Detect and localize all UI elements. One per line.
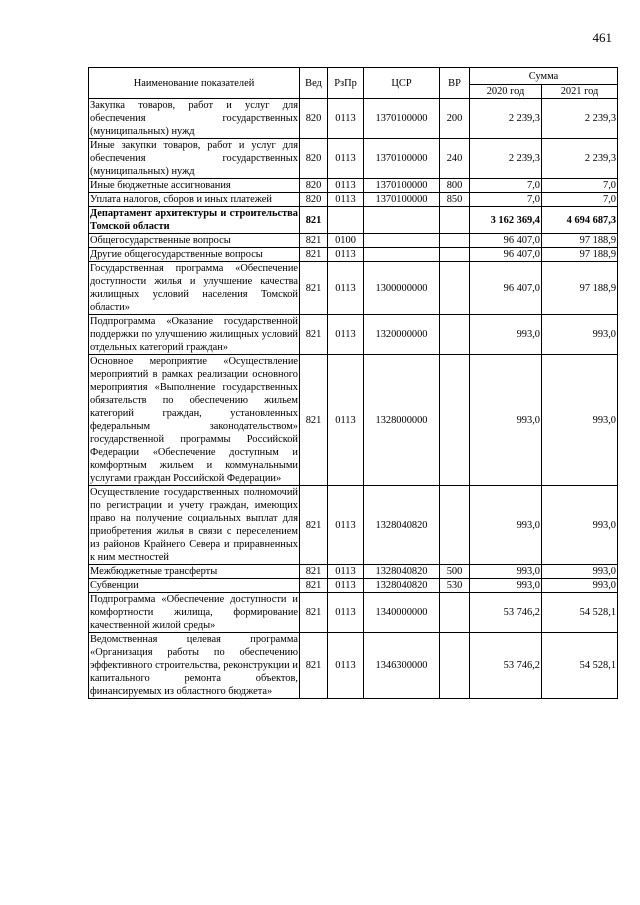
cell-vr	[440, 262, 470, 315]
cell-rzpr: 0113	[328, 99, 364, 139]
cell-ved: 821	[300, 315, 328, 355]
header-2021: 2021 год	[542, 85, 618, 99]
cell-csr: 1346300000	[364, 633, 440, 699]
cell-ved: 821	[300, 633, 328, 699]
cell-csr: 1370100000	[364, 99, 440, 139]
cell-name: Осуществление государственных полномочий по регистрации и учету граждан, имеющих право на получение социальных выплат для приобретения жилья в связи с переселением из районов Крайнего Севера и приравненных к ним местностей	[90, 487, 298, 563]
cell-vr	[440, 248, 470, 262]
table-row	[89, 139, 618, 179]
table-row	[89, 179, 618, 193]
table-body	[89, 99, 618, 699]
cell-2021: 7,0	[542, 193, 618, 207]
cell-2021: 97 188,9	[542, 248, 618, 262]
cell-2021: 97 188,9	[542, 234, 618, 248]
cell-2020: 993,0	[470, 486, 542, 565]
cell-2021: 2 239,3	[542, 139, 618, 179]
cell-ved: 821	[300, 355, 328, 486]
cell-2021: 54 528,1	[542, 593, 618, 633]
table-row	[89, 315, 618, 355]
table-row	[89, 579, 618, 593]
cell-csr: 1328000000	[364, 355, 440, 486]
cell-2021: 993,0	[542, 355, 618, 486]
cell-rzpr: 0113	[328, 579, 364, 593]
header-csr: ЦСР	[364, 68, 440, 99]
cell-2020: 53 746,2	[470, 633, 542, 699]
cell-2020: 7,0	[470, 179, 542, 193]
cell-ved: 820	[300, 139, 328, 179]
cell-2020: 3 162 369,4	[470, 207, 542, 234]
cell-rzpr: 0113	[328, 633, 364, 699]
cell-ved: 821	[300, 234, 328, 248]
cell-name: Подпрограмма «Оказание государственной поддержки по улучшению жилищных условий отдельных категорий граждан»	[90, 316, 298, 353]
header-rzpr: РзПр	[328, 68, 364, 99]
cell-name: Департамент архитектуры и строительства Томской области	[90, 208, 298, 232]
cell-2021: 993,0	[542, 486, 618, 565]
cell-2021: 7,0	[542, 179, 618, 193]
cell-vr	[440, 486, 470, 565]
cell-csr: 1328040820	[364, 565, 440, 579]
cell-vr	[440, 234, 470, 248]
cell-ved: 821	[300, 579, 328, 593]
cell-rzpr: 0113	[328, 565, 364, 579]
cell-name: Иные закупки товаров, работ и услуг для обеспечения государственных (муниципальных) нужд	[90, 140, 298, 177]
table-row	[89, 248, 618, 262]
cell-rzpr: 0113	[328, 193, 364, 207]
cell-vr: 500	[440, 565, 470, 579]
cell-csr	[364, 234, 440, 248]
table-row	[89, 355, 618, 486]
cell-name: Государственная программа «Обеспечение доступности жилья и улучшение качества жилищных условий населения Томской области»	[90, 263, 298, 313]
cell-rzpr: 0113	[328, 355, 364, 486]
cell-csr	[364, 207, 440, 234]
table-row	[89, 193, 618, 207]
cell-vr: 530	[440, 579, 470, 593]
cell-2021: 993,0	[542, 565, 618, 579]
cell-name: Ведомственная целевая программа «Организация работы по обеспечению эффективного строительства, реконструкции и капитального ремонта объектов, финансируемых из областного бюджета»	[90, 634, 298, 697]
cell-name: Иные бюджетные ассигнования	[89, 179, 300, 193]
cell-2020: 96 407,0	[470, 234, 542, 248]
cell-csr: 1370100000	[364, 193, 440, 207]
cell-2021: 54 528,1	[542, 633, 618, 699]
cell-name: Общегосударственные вопросы	[89, 234, 300, 248]
cell-2020: 96 407,0	[470, 262, 542, 315]
cell-vr	[440, 355, 470, 486]
cell-csr	[364, 248, 440, 262]
header-ved: Вед	[300, 68, 328, 99]
cell-csr: 1328040820	[364, 486, 440, 565]
cell-csr: 1340000000	[364, 593, 440, 633]
cell-2020: 993,0	[470, 355, 542, 486]
cell-ved: 821	[300, 565, 328, 579]
table-row	[89, 207, 618, 234]
cell-vr	[440, 633, 470, 699]
cell-ved: 821	[300, 486, 328, 565]
header-name: Наименование показателей	[89, 68, 300, 99]
cell-ved: 821	[300, 248, 328, 262]
cell-rzpr: 0113	[328, 593, 364, 633]
cell-rzpr: 0113	[328, 248, 364, 262]
cell-csr: 1370100000	[364, 179, 440, 193]
header-sum: Сумма	[470, 68, 618, 85]
cell-2020: 993,0	[470, 565, 542, 579]
cell-vr: 850	[440, 193, 470, 207]
cell-csr: 1300000000	[364, 262, 440, 315]
cell-2021: 993,0	[542, 579, 618, 593]
cell-vr	[440, 207, 470, 234]
cell-name: Уплата налогов, сборов и иных платежей	[89, 193, 300, 207]
cell-2021: 4 694 687,3	[542, 207, 618, 234]
cell-2021: 2 239,3	[542, 99, 618, 139]
cell-2020: 993,0	[470, 315, 542, 355]
cell-csr: 1328040820	[364, 579, 440, 593]
cell-rzpr: 0113	[328, 486, 364, 565]
cell-ved: 821	[300, 593, 328, 633]
cell-2020: 53 746,2	[470, 593, 542, 633]
cell-vr	[440, 593, 470, 633]
cell-ved: 820	[300, 179, 328, 193]
cell-name: Закупка товаров, работ и услуг для обеспечения государственных (муниципальных) нужд	[90, 100, 298, 137]
cell-vr	[440, 315, 470, 355]
header-vr: ВР	[440, 68, 470, 99]
cell-rzpr: 0100	[328, 234, 364, 248]
cell-ved: 820	[300, 99, 328, 139]
cell-rzpr	[328, 207, 364, 234]
cell-rzpr: 0113	[328, 179, 364, 193]
cell-csr: 1320000000	[364, 315, 440, 355]
cell-name: Подпрограмма «Обеспечение доступности и комфортности жилища, формирование качественной жилой среды»	[90, 594, 298, 631]
cell-2020: 2 239,3	[470, 139, 542, 179]
cell-2020: 2 239,3	[470, 99, 542, 139]
cell-name: Основное мероприятие «Осуществление мероприятий в рамках реализации основного мероприятия «Выполнение государственных обязательств по обеспечению жильем категорий граждан, установленных федеральным законодательством» государственной программы Российской Федерации «Обеспечение доступным и комфортным жильем и коммунальными услугами граждан Российской Федерации»	[90, 356, 298, 484]
table-row	[89, 593, 618, 633]
cell-name: Межбюджетные трансферты	[89, 565, 300, 579]
cell-ved: 820	[300, 193, 328, 207]
cell-2021: 993,0	[542, 315, 618, 355]
cell-rzpr: 0113	[328, 139, 364, 179]
cell-name: Другие общегосударственные вопросы	[89, 248, 300, 262]
table-row	[89, 262, 618, 315]
cell-name: Субвенции	[89, 579, 300, 593]
cell-rzpr: 0113	[328, 262, 364, 315]
table-row	[89, 633, 618, 699]
cell-rzpr: 0113	[328, 315, 364, 355]
cell-2021: 97 188,9	[542, 262, 618, 315]
page-number: 461	[592, 30, 612, 45]
cell-ved: 821	[300, 207, 328, 234]
cell-vr: 200	[440, 99, 470, 139]
table-row	[89, 565, 618, 579]
cell-2020: 7,0	[470, 193, 542, 207]
header-2020: 2020 год	[470, 85, 542, 99]
table-row	[89, 486, 618, 565]
cell-2020: 96 407,0	[470, 248, 542, 262]
cell-csr: 1370100000	[364, 139, 440, 179]
cell-2020: 993,0	[470, 579, 542, 593]
cell-vr: 800	[440, 179, 470, 193]
cell-ved: 821	[300, 262, 328, 315]
table-row	[89, 234, 618, 248]
budget-table	[88, 67, 618, 699]
table-row	[89, 99, 618, 139]
cell-vr: 240	[440, 139, 470, 179]
